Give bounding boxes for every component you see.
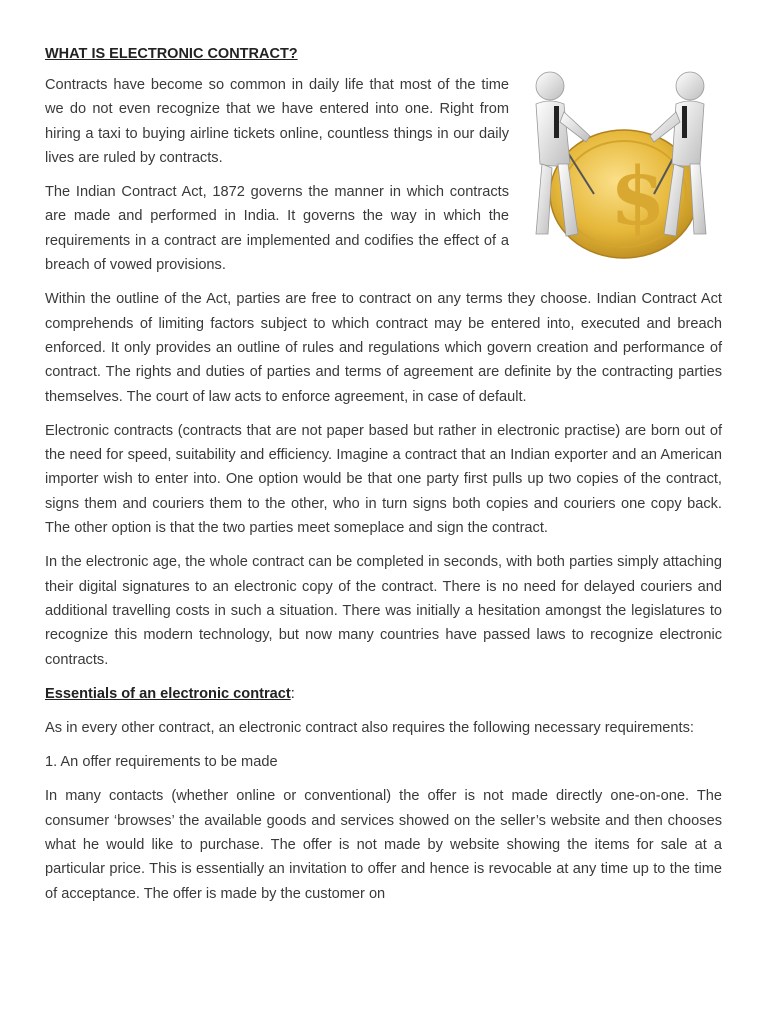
essentials-paragraph-1: As in every other contract, an electronic contract also requires the following necessary requirements:	[45, 719, 694, 736]
essentials-item-1: 1. An offer requirements to be made	[45, 754, 278, 771]
intro-paragraph-2: The Indian Contract Act, 1872 governs the manner in which contracts are made and performed in India. It governs the way in which the requirements in a contract are implemented and codifies the effect of a breach of vowed provisions.	[45, 184, 509, 274]
body-paragraph-1: Within the outline of the Act, parties are free to contract on any terms they choose. Indian Contract Act comprehends of limiting factors subject to which contract may be entered into, executed and breach enforced. It only provides an outline of rules and regulations which govern creation and performance of contract. The rights and duties of parties and terms of agreement are definite by the contracting parties themselves. The court of law acts to enforce agreement, in case of default.	[45, 291, 722, 405]
document-title: WHAT IS ELECTRONIC CONTRACT?	[45, 46, 298, 62]
intro-section	[45, 73, 722, 277]
document-page	[45, 44, 722, 916]
essentials-paragraph-2: In many contacts (whether online or conventional) the offer is not made directly one-on-one. The consumer ‘browses’ the available goods and services showed on the seller’s website and then chooses what he would like to purchase. The offer is not made by website showing the items for sale at a particular price. This is essentially an invitation to offer and hence is revocable at any time up to the time of acceptance. The offer is made by the customer on	[45, 788, 722, 902]
essentials-heading-text: Essentials of an electronic contract	[45, 685, 291, 702]
dollar-symbol: $	[610, 149, 666, 243]
essentials-heading-colon: :	[290, 685, 295, 702]
body-paragraph-3: In the electronic age, the whole contract can be completed in seconds, with both parties simply attaching their digital signatures to an electronic copy of the contract. There is no need for delayed couriers and additional travelling costs in such a situation. There was initially a hesitation amongst the legislatures to recognize this modern technology, but now many countries have passed laws to recognize electronic contracts.	[45, 554, 722, 668]
body-paragraph-2: Electronic contracts (contracts that are not paper based but rather in electronic practise) are born out of the need for speed, suitability and efficiency. Imagine a contract that an Indian exporter and an American importer wish to enter into. One option would be that one party first pulls up two copies of the contract, signs them and couriers them to the other, who in turn signs both copies and couriers one copy back. The other option is that the two parties meet someplace and sign the contract.	[45, 422, 722, 537]
two-figures-pulling-dollar-coin-icon	[514, 64, 728, 264]
intro-paragraph-1: Contracts have become so common in daily life that most of the time we do not even recognize that we have entered into one. Right from hiring a taxi to buying airline tickets online, countless things in our daily lives are ruled by contracts.	[45, 77, 509, 166]
essentials-heading	[45, 682, 722, 706]
